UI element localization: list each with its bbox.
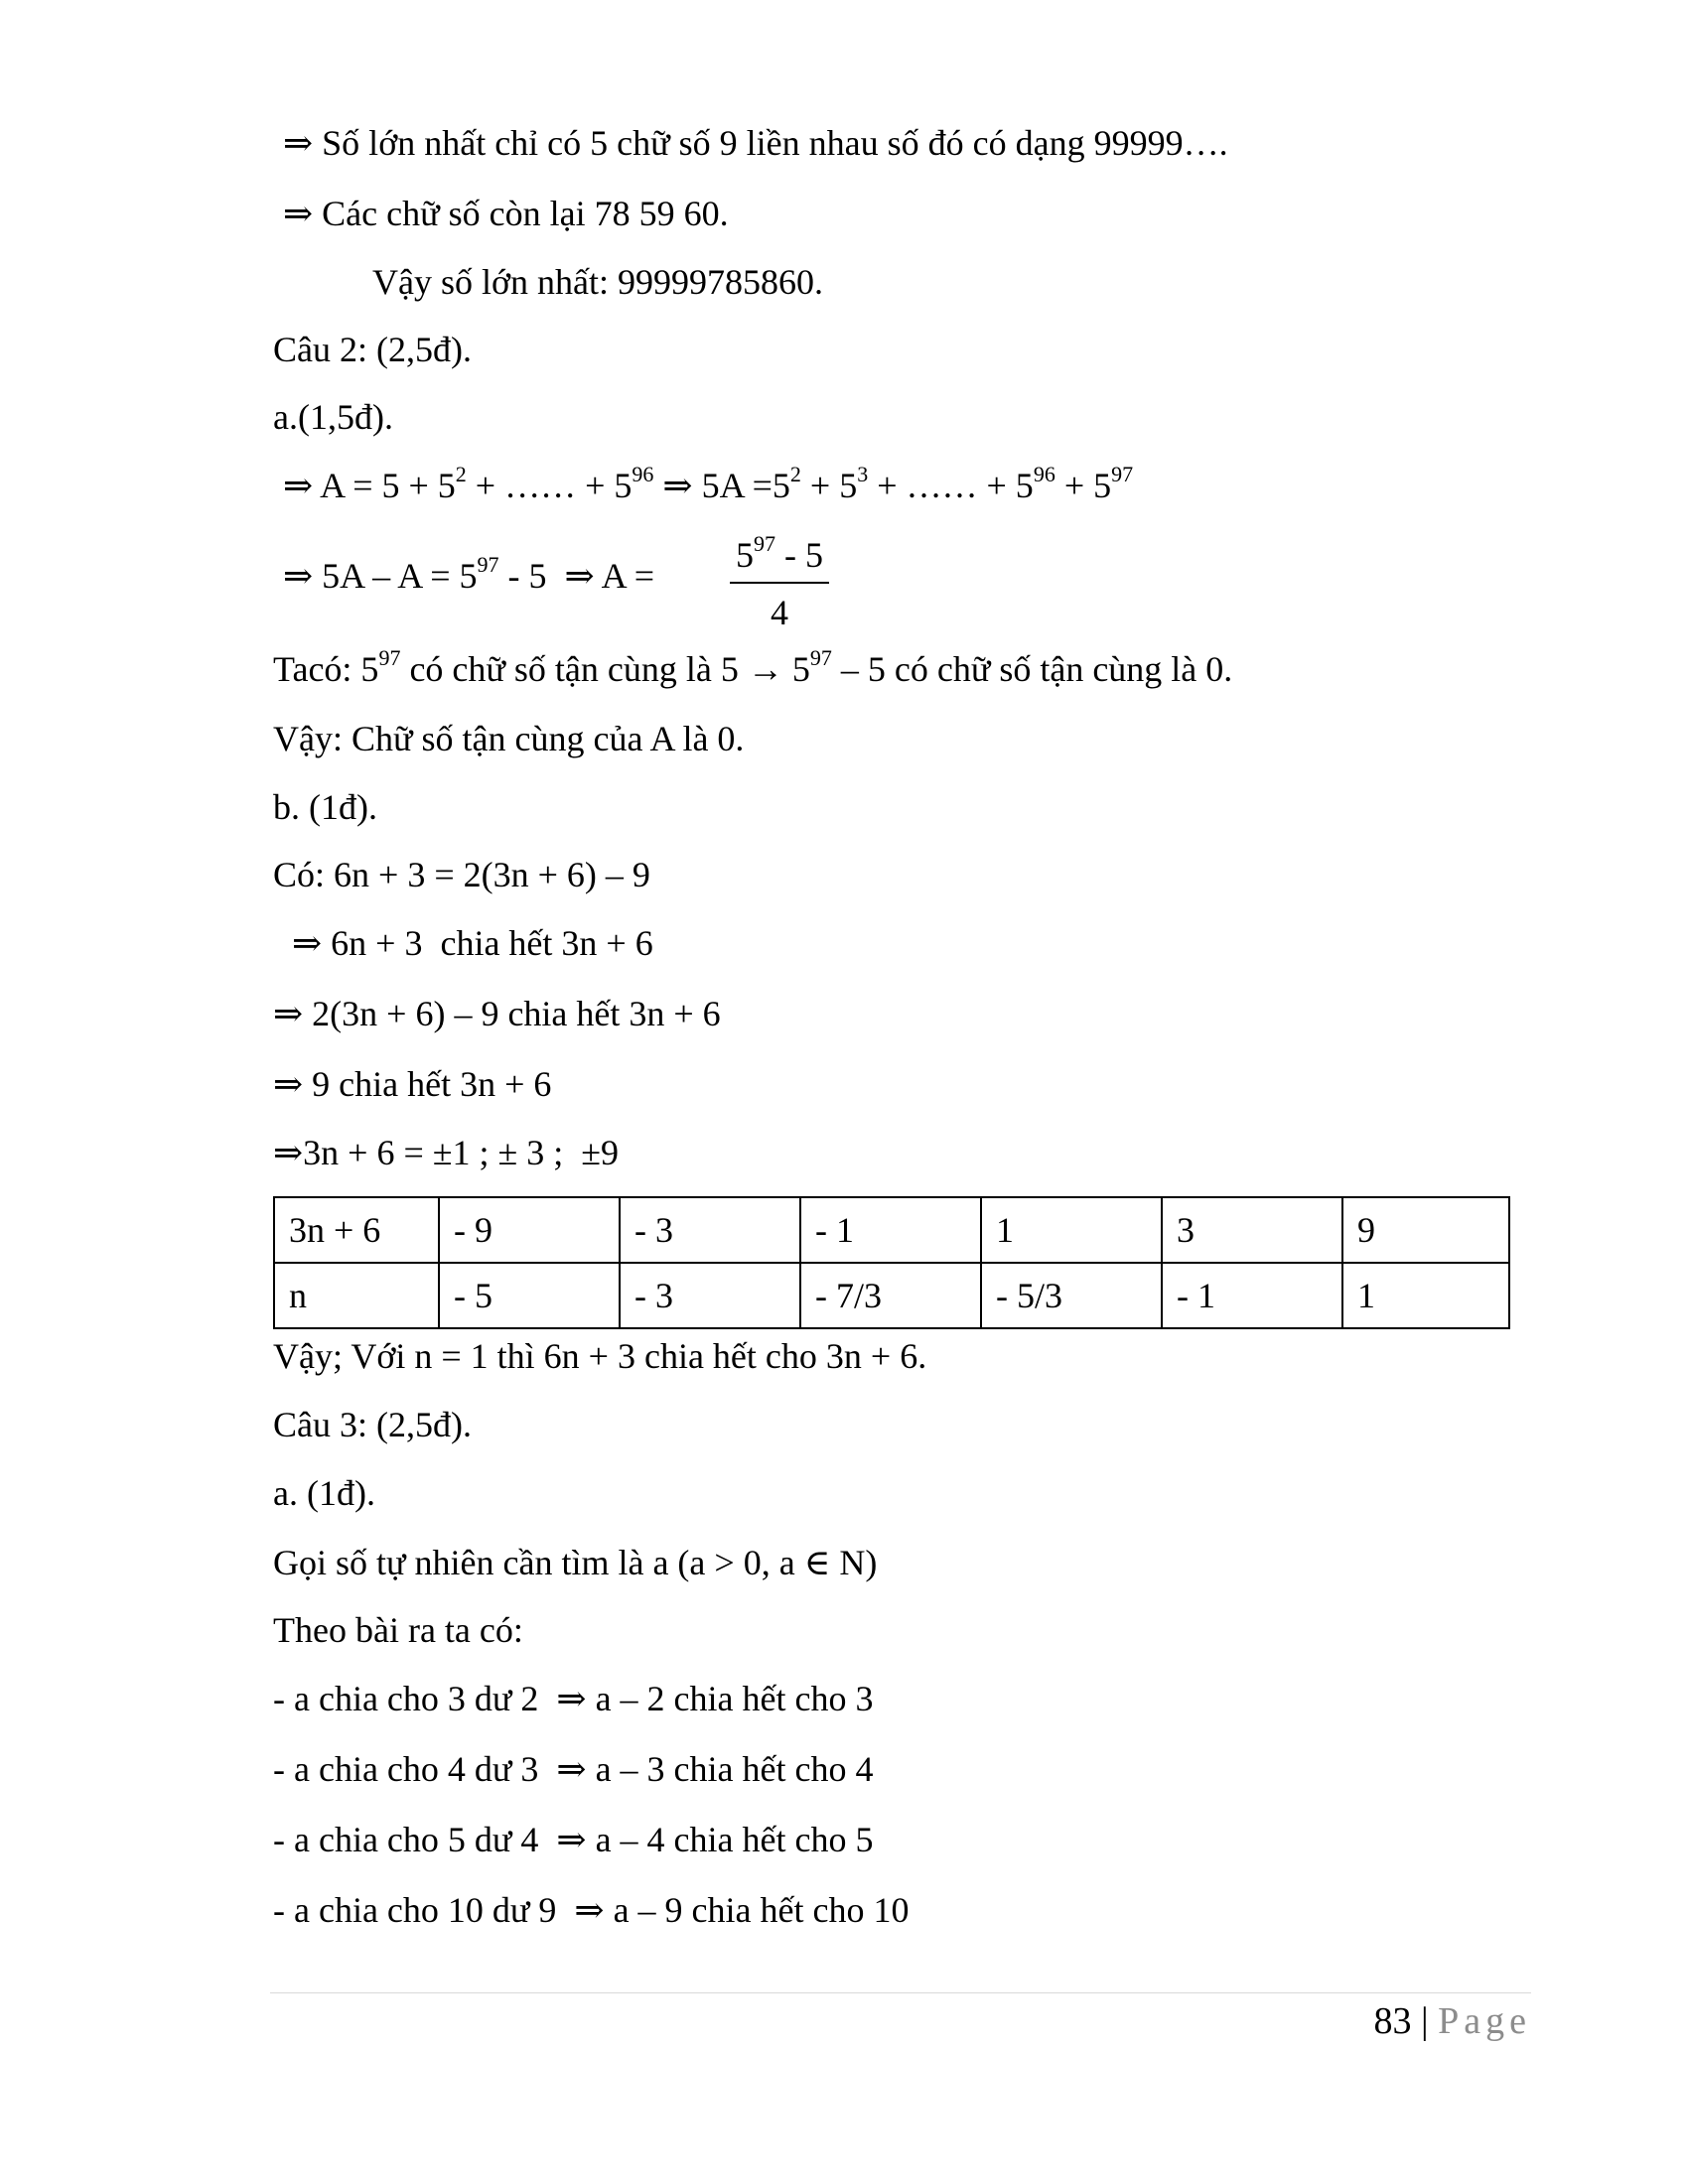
table-cell: - 9	[439, 1197, 620, 1263]
footer-separator: |	[1421, 2000, 1429, 2042]
table-cell: n	[274, 1263, 439, 1328]
table-cell: 1	[1342, 1263, 1509, 1328]
table-cell: - 3	[620, 1197, 800, 1263]
table-cell: 9	[1342, 1197, 1509, 1263]
list-item: - a chia cho 3 dư 2 ⇒ a – 2 chia hết cho 3	[273, 1679, 874, 1718]
text-line: Vậy; Với n = 1 thì 6n + 3 chia hết cho 3n + 6.	[273, 1336, 927, 1376]
text-line: Vậy: Chữ số tận cùng của A là 0.	[273, 719, 745, 758]
fraction	[730, 531, 829, 633]
text-line: Vậy số lớn nhất: 99999785860.	[372, 262, 824, 302]
text-line: ⇒3n + 6 = ±1 ; ± 3 ; ±9	[273, 1133, 620, 1172]
page-label: Page	[1438, 2000, 1531, 2042]
table-cell: 1	[981, 1197, 1162, 1263]
equation-line: ⇒ $5A - A = 5^{97} - 5$ ⇒ A =	[283, 552, 663, 596]
page-number: 83	[1373, 2000, 1412, 2042]
text-line: ⇒ Các chữ số còn lại 78 59 60.	[283, 194, 729, 233]
table-cell: - 3	[620, 1263, 800, 1328]
table-row	[274, 1263, 1509, 1328]
footer-divider	[270, 1992, 1531, 1993]
text-line: ⇒ 2(3n + 6) – 9 chia hết 3n + 6	[273, 994, 721, 1033]
table-cell: - 7/3	[800, 1263, 981, 1328]
fraction-numerator: $5^{97} - 5$	[736, 531, 823, 575]
solution-table	[273, 1196, 1510, 1329]
list-item: - a chia cho 5 dư 4 ⇒ a – 4 chia hết cho 5	[273, 1820, 874, 1859]
list-item: - a chia cho 4 dư 3 ⇒ a – 3 chia hết cho 4	[273, 1749, 874, 1789]
table-cell: 3	[1162, 1197, 1342, 1263]
subsection-heading: a.(1,5đ).	[273, 397, 393, 437]
fraction-bar	[730, 582, 829, 584]
section-heading: Câu 3: (2,5đ).	[273, 1405, 472, 1444]
table-cell: - 5	[439, 1263, 620, 1328]
table-cell: 3n + 6	[274, 1197, 439, 1263]
table-cell: - 1	[1162, 1263, 1342, 1328]
equation-line: ⇒ $A = 5 + 5^2$ + …… + $5^{96}$ ⇒ $5A =5^2 + 5^3$ + …… + $5^{96} + 5^{97}$	[283, 462, 1134, 505]
table-cell: - 1	[800, 1197, 981, 1263]
text-line: Tacó: $5^{97}$ có chữ số tận cùng là $5 \to 5^{97} - 5$ có chữ số tận cùng là 0.	[273, 645, 1233, 689]
subsection-heading: a. (1đ).	[273, 1473, 375, 1513]
text-line: ⇒ Số lớn nhất chỉ có 5 chữ số 9 liền nhau số đó có dạng 99999….	[283, 123, 1228, 163]
text-line: Gọi số tự nhiên cần tìm là a (a > 0, a ∈ N)	[273, 1543, 878, 1582]
table-row	[274, 1197, 1509, 1263]
section-heading: Câu 2: (2,5đ).	[273, 330, 472, 369]
fraction-denominator: 4	[771, 593, 788, 632]
table-cell: - 5/3	[981, 1263, 1162, 1328]
text-line: ⇒ 6n + 3 chia hết 3n + 6	[283, 923, 653, 963]
subsection-heading: b. (1đ).	[273, 787, 377, 827]
text-line: ⇒ 9 chia hết 3n + 6	[273, 1064, 552, 1104]
text-line: Theo bài ra ta có:	[273, 1610, 523, 1650]
page-footer	[1374, 1999, 1531, 2043]
list-item: - a chia cho 10 dư 9 ⇒ a – 9 chia hết cho 10	[273, 1890, 910, 1930]
text-line: Có: 6n + 3 = 2(3n + 6) – 9	[273, 855, 650, 894]
